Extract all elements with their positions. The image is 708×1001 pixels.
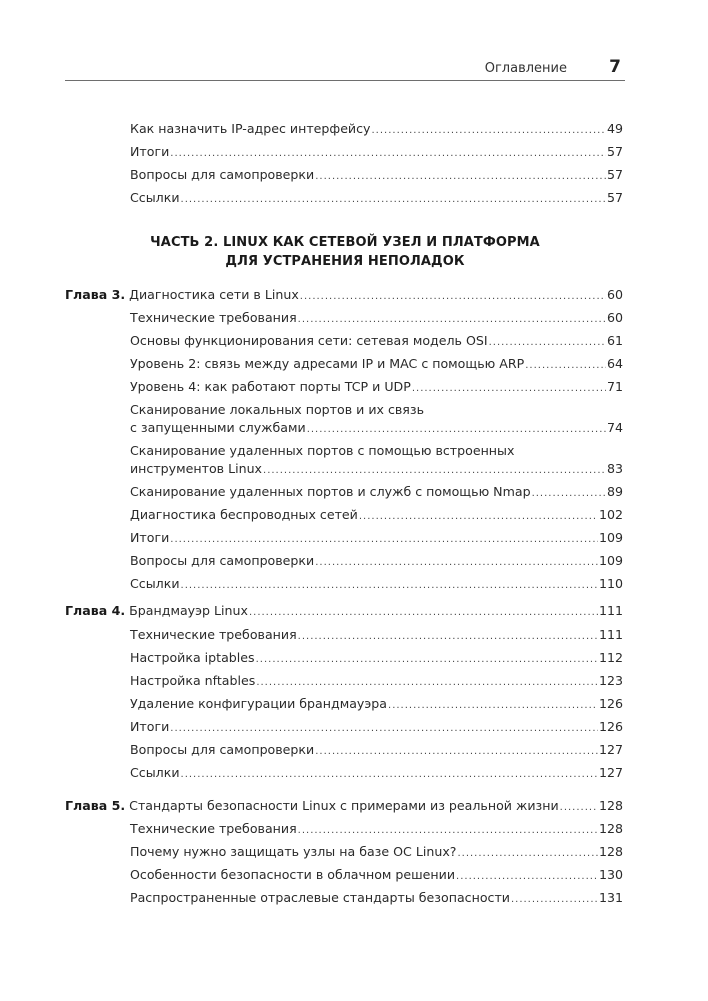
toc-entry-label: Ссылки (130, 765, 180, 780)
chapter-entry-3[interactable] (65, 287, 623, 305)
toc-entry[interactable] (130, 484, 623, 502)
leader-dots (298, 312, 606, 328)
toc-entry-page: 57 (606, 167, 623, 182)
toc-entry-page: 128 (598, 844, 623, 859)
part-title-line-1: ЧАСТЬ 2. LINUX КАК СЕТЕВОЙ УЗЕЛ И ПЛАТФОРМА (150, 235, 540, 250)
toc-entry[interactable] (130, 356, 623, 374)
toc-entry-page: 71 (606, 379, 623, 394)
toc-entry-label: Сканирование удаленных портов и служб с помощью Nmap (130, 484, 531, 499)
toc-entry[interactable] (130, 333, 623, 351)
page-number: 7 (609, 57, 621, 77)
leader-dots (170, 532, 598, 548)
toc-entry-page: 126 (598, 719, 623, 734)
leader-dots (307, 422, 606, 438)
toc-entry-page: 89 (606, 484, 623, 499)
toc-entry-page: 123 (598, 673, 623, 688)
toc-entry[interactable] (130, 696, 623, 714)
toc-entry-page: 112 (598, 650, 623, 665)
leader-dots (388, 698, 598, 714)
toc-entry-label: Ссылки (130, 190, 180, 205)
chapter-page: 128 (598, 798, 623, 813)
toc-entry-label: Итоги (130, 144, 170, 159)
toc-entry-label: Удаление конфигурации брандмауэра (130, 696, 388, 711)
leader-dots (532, 486, 606, 502)
toc-entry-label: Итоги (130, 719, 170, 734)
toc-entry[interactable] (130, 553, 623, 571)
toc-entry-label: Основы функционирования сети: сетевая модель OSI (130, 333, 488, 348)
leader-dots (263, 463, 606, 479)
toc-entry-label: Итоги (130, 530, 170, 545)
toc-entry[interactable] (130, 742, 623, 760)
toc-entry-label: Ссылки (130, 576, 180, 591)
toc-entry-label: Технические требования (130, 627, 297, 642)
leader-dots (315, 169, 606, 185)
chapter-number: Глава 5. (65, 798, 126, 813)
toc-entry-label: Технические требования (130, 310, 297, 325)
leader-dots (181, 767, 598, 783)
running-header-title: Оглавление (484, 61, 567, 76)
leader-dots (256, 652, 598, 668)
toc-entry[interactable] (130, 765, 623, 783)
toc-entry-page: 49 (606, 121, 623, 136)
toc-entry[interactable] (130, 650, 623, 668)
toc-entry[interactable] (130, 420, 623, 438)
toc-entry[interactable] (130, 144, 623, 162)
toc-entry-label: Вопросы для самопроверки (130, 742, 315, 757)
toc-entry-label: Особенности безопасности в облачном решении (130, 867, 456, 882)
toc-entry-label: Уровень 2: связь между адресами IP и MAC с помощью ARP (130, 356, 525, 371)
toc-entry-page: 102 (598, 507, 623, 522)
chapter-entry-4[interactable] (65, 603, 623, 621)
leader-dots (181, 578, 598, 594)
leader-dots (298, 823, 598, 839)
toc-entry[interactable] (130, 167, 623, 185)
toc-entry[interactable] (130, 821, 623, 839)
chapter-page: 60 (606, 287, 623, 302)
leader-dots (456, 869, 598, 885)
toc-entry-label: Диагностика беспроводных сетей (130, 507, 358, 522)
leader-dots (249, 605, 598, 621)
toc-entry-label: Вопросы для самопроверки (130, 167, 315, 182)
chapter-title: Стандарты безопасности Linux с примерами из реальной жизни (129, 798, 559, 813)
leader-dots (315, 555, 598, 571)
toc-entry-first-line: Сканирование локальных портов и их связь (130, 402, 424, 417)
toc-entry-label: Настройка iptables (130, 650, 255, 665)
leader-dots (525, 358, 606, 374)
leader-dots (170, 721, 598, 737)
part-title-line-2: ДЛЯ УСТРАНЕНИЯ НЕПОЛАДОК (225, 254, 465, 269)
toc-entry-page: 109 (598, 553, 623, 568)
toc-entry[interactable] (130, 190, 623, 208)
toc-entry-page: 128 (598, 821, 623, 836)
toc-entry-page: 126 (598, 696, 623, 711)
chapter-entry-5[interactable] (65, 798, 623, 816)
toc-entry-page: 61 (606, 333, 623, 348)
toc-entry[interactable] (130, 890, 623, 908)
toc-entry-page: 64 (606, 356, 623, 371)
toc-entry[interactable] (130, 844, 623, 862)
toc-entry-label: с запущенными службами (130, 420, 306, 435)
part-title (65, 233, 625, 271)
leader-dots (298, 629, 598, 645)
leader-dots (300, 289, 606, 305)
chapter-number: Глава 3. (65, 287, 126, 302)
leader-dots (170, 146, 606, 162)
toc-entry-page: 110 (598, 576, 623, 591)
toc-entry[interactable] (130, 121, 623, 139)
leader-dots (372, 123, 606, 139)
toc-entry-label: Вопросы для самопроверки (130, 553, 315, 568)
toc-entry-page: 127 (598, 765, 623, 780)
leader-dots (560, 800, 598, 816)
toc-entry[interactable] (130, 461, 623, 479)
toc-entry-page: 74 (606, 420, 623, 435)
chapter-title: Диагностика сети в Linux (129, 287, 299, 302)
toc-entry-page: 111 (598, 627, 623, 642)
chapter-number: Глава 4. (65, 603, 126, 618)
toc-entry-first-line: Сканирование удаленных портов с помощью встроенных (130, 443, 515, 458)
toc-entry-page: 127 (598, 742, 623, 757)
toc-entry-page: 57 (606, 190, 623, 205)
toc-entry-page: 83 (606, 461, 623, 476)
toc-entry[interactable] (130, 379, 623, 397)
toc-entry[interactable] (130, 507, 623, 525)
running-header (65, 58, 625, 81)
leader-dots (315, 744, 598, 760)
toc-entry[interactable] (130, 867, 623, 885)
leader-dots (511, 892, 598, 908)
toc-entry[interactable] (130, 627, 623, 645)
leader-dots (457, 846, 597, 862)
chapter-page: 111 (598, 603, 623, 618)
toc-entry[interactable] (130, 576, 623, 594)
toc-entry-label: Уровень 4: как работают порты TCP и UDP (130, 379, 411, 394)
toc-entry-label: Как назначить IP-адрес интерфейсу (130, 121, 371, 136)
toc-entry-label: Распространенные отраслевые стандарты безопасности (130, 890, 510, 905)
toc-entry-label: Настройка nftables (130, 673, 256, 688)
toc-entry-page: 109 (598, 530, 623, 545)
leader-dots (181, 192, 606, 208)
leader-dots (412, 381, 606, 397)
toc-entry[interactable] (130, 673, 623, 691)
toc-entry-page: 57 (606, 144, 623, 159)
toc-entry-label: Технические требования (130, 821, 297, 836)
leader-dots (489, 335, 606, 351)
leader-dots (359, 509, 598, 525)
leader-dots (256, 675, 598, 691)
toc-entry[interactable] (130, 530, 623, 548)
toc-entry-page: 60 (606, 310, 623, 325)
toc-entry[interactable] (130, 310, 623, 328)
toc-entry-page: 131 (598, 890, 623, 905)
toc-entry-page: 130 (598, 867, 623, 882)
toc-entry-label: Почему нужно защищать узлы на базе ОС Linux? (130, 844, 457, 859)
toc-entry-label: инструментов Linux (130, 461, 263, 476)
toc-entry[interactable] (130, 719, 623, 737)
chapter-title: Брандмауэр Linux (129, 603, 248, 618)
